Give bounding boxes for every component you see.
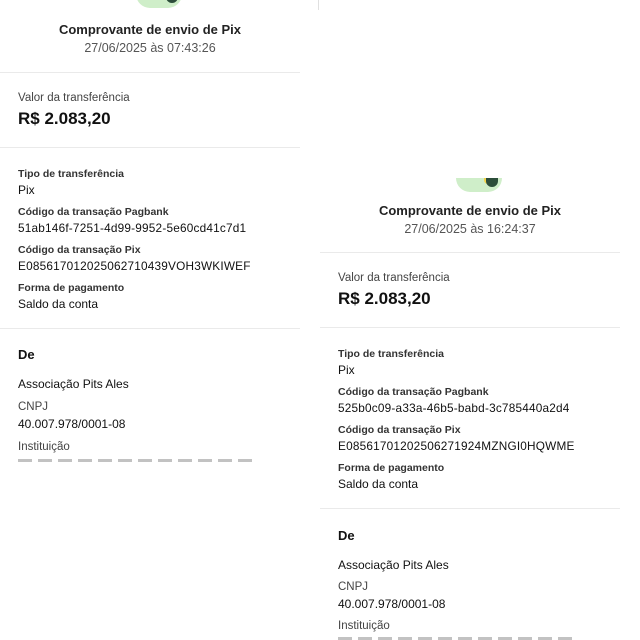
cnpj-label: CNPJ bbox=[18, 401, 49, 413]
cnpj-value: 40.007.978/0001-08 bbox=[18, 417, 126, 431]
amount-label: Valor da transferência bbox=[18, 92, 130, 104]
pagbank-logo-icon bbox=[136, 0, 182, 8]
divider bbox=[320, 327, 620, 328]
transfer-type-value: Pix bbox=[338, 363, 355, 377]
pix-code-value: E08561701202506271043​9VOH3WKIWEF bbox=[18, 259, 251, 273]
pix-code-label: Código da transação Pix bbox=[18, 244, 141, 256]
receipt-title: Comprovante de envio de Pix bbox=[378, 203, 562, 218]
cut-off-text bbox=[18, 459, 258, 462]
from-section-heading: De bbox=[18, 347, 35, 362]
pagbank-code-value: 525b0c09-a33a-46b5-babd-3c785440a2d4 bbox=[338, 401, 570, 415]
payer-name: Associação Pits Ales bbox=[18, 377, 129, 391]
screenshot-divider bbox=[318, 0, 319, 10]
transfer-type-value: Pix bbox=[18, 183, 35, 197]
cnpj-value: 40.007.978/0001-08 bbox=[338, 597, 446, 611]
payment-method-value: Saldo da conta bbox=[338, 477, 419, 491]
pagbank-code-label: Código da transação Pagbank bbox=[18, 206, 169, 218]
from-section-heading: De bbox=[338, 528, 355, 543]
pix-code-label: Código da transação Pix bbox=[338, 424, 461, 436]
payment-method-label: Forma de pagamento bbox=[18, 282, 125, 294]
receipt-title: Comprovante de envio de Pix bbox=[58, 22, 242, 37]
pagbank-code-label: Código da transação Pagbank bbox=[338, 386, 489, 398]
amount-value: R$ 2.083,20 bbox=[338, 289, 431, 308]
pix-receipt-2 bbox=[320, 168, 620, 640]
divider bbox=[0, 147, 300, 148]
receipt-datetime: 27/06/2025 às 07:43:26 bbox=[84, 41, 216, 55]
divider bbox=[320, 252, 620, 253]
amount-value: R$ 2.083,20 bbox=[18, 109, 111, 128]
receipt-datetime: 27/06/2025 às 16:24:37 bbox=[404, 222, 536, 236]
pix-code-value: E08561701202506271924MZNGI0HQWME bbox=[338, 439, 575, 453]
payment-method-label: Forma de pagamento bbox=[338, 462, 445, 474]
payment-method-value: Saldo da conta bbox=[18, 297, 99, 311]
transfer-type-label: Tipo de transferência bbox=[18, 168, 125, 180]
institution-label: Instituição bbox=[18, 441, 70, 453]
divider bbox=[0, 328, 300, 329]
divider bbox=[0, 72, 300, 73]
pagbank-code-value: 51ab146f-7251-4d99-9952-5e60cd41c7d1 bbox=[18, 221, 247, 235]
institution-label: Instituição bbox=[338, 620, 390, 632]
pix-receipt-1 bbox=[0, 0, 300, 470]
cnpj-label: CNPJ bbox=[338, 581, 369, 593]
payer-name: Associação Pits Ales bbox=[338, 558, 449, 572]
transfer-type-label: Tipo de transferência bbox=[338, 348, 445, 360]
pagbank-logo-icon bbox=[456, 178, 502, 192]
amount-label: Valor da transferência bbox=[338, 272, 450, 284]
divider bbox=[320, 508, 620, 509]
